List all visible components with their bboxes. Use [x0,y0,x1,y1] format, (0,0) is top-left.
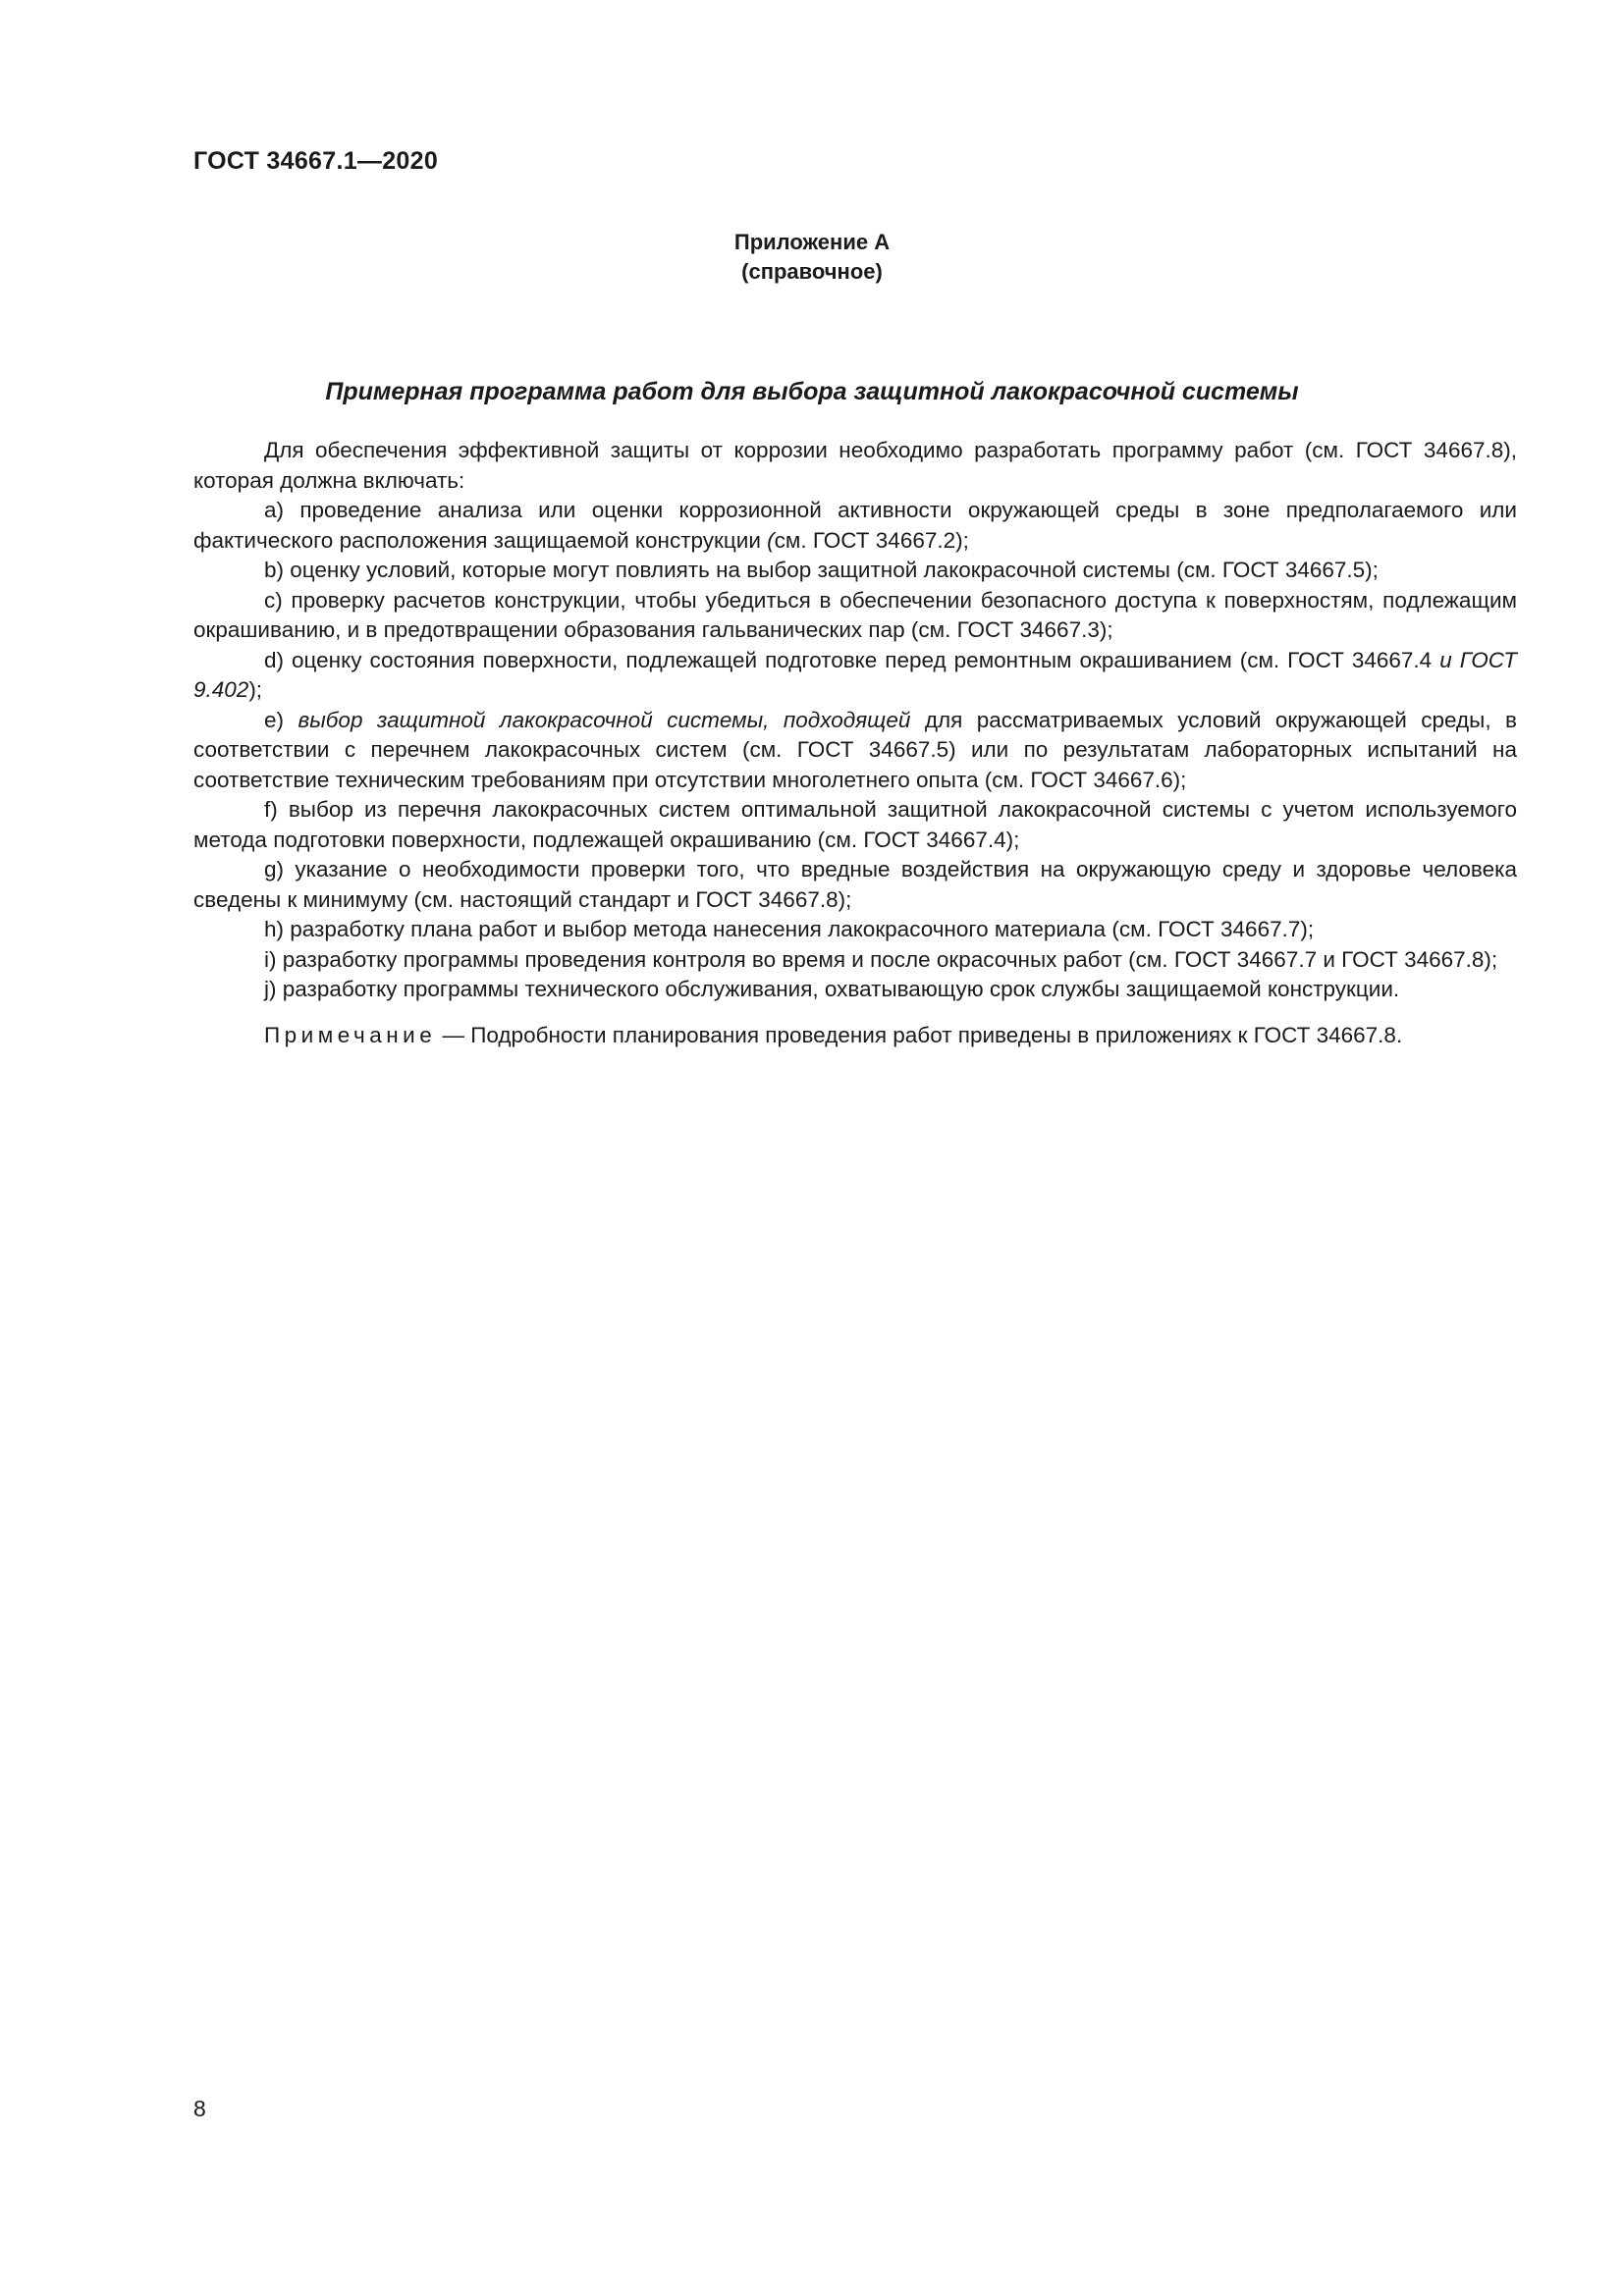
list-item-e: е) выбор защитной лакокрасочной системы, подходящей для рассматриваемых условий окружающей среды, в соответствии с перечнем лакокрасочных систем (см. ГОСТ 34667.5) или по результатам лабораторных испытаний на соответствие техническим требованиям при отсутствии многолетнего опыта (см. ГОСТ 34667.6); [193,707,1518,792]
annex-title: Примерная программа работ для выбора защитной лакокрасочной системы [325,378,1299,405]
list-item-i: i) разработку программы проведения контроля во время и после окрасочных работ (см. ГОСТ 34667.7 и ГОСТ 34667.8); [264,946,1498,972]
list-item-b: b) оценку условий, которые могут повлиять на выбор защитной лакокрасочной системы (см. ГОСТ 34667.5); [264,558,1379,582]
annex-heading [0,228,1624,287]
page-number: 8 [193,2096,206,2121]
document-code-header: ГОСТ 34667.1—2020 [193,147,439,175]
list-item-d: d) оценку состояния поверхности, подлежащей подготовке перед ремонтным окрашиванием (см. ГОСТ 34667.4 и ГОСТ 9.402); [193,647,1517,702]
list-item-j: j) разработку программы технического обслуживания, охватывающую срок службы защищаемой конструкции. [264,977,1400,1001]
note-text: — Подробности планирования проведения работ приведены в приложениях к ГОСТ 34667.8. [436,1022,1403,1047]
list-item-h: h) разработку плана работ и выбор метода нанесения лакокрасочного материала (см. ГОСТ 34667.7); [264,917,1315,941]
body-text [193,436,1517,1050]
annex-type: (справочное) [741,259,883,284]
note-paragraph [193,1021,1517,1051]
list-item-f: f) выбор из перечня лакокрасочных систем оптимальной защитной лакокрасочной системы с учетом используемого метода подготовки поверхности, подлежащей окрашиванию (см. ГОСТ 34667.4); [193,797,1517,852]
list-item-g: g) указание о необходимости проверки того, что вредные воздействия на окружающую среду и здоровье человека сведены к минимуму (см. настоящий стандарт и ГОСТ 34667.8); [193,857,1517,912]
list-item-c: с) проверку расчетов конструкции, чтобы убедиться в обеспечении безопасного доступа к поверхностям, подлежащим окрашиванию, и в предотвращении образования гальванических пар (см. ГОСТ 34667.3); [193,587,1517,642]
note-label: Примечание [264,1022,437,1047]
intro-paragraph: Для обеспечения эффективной защиты от коррозии необходимо разработать программу работ (см. ГОСТ 34667.8), которая должна включать: [193,438,1517,493]
list-item-a: а) проведение анализа или оценки коррозионной активности окружающей среды в зоне предполагаемого или фактического расположения защищаемой конструкции (см. ГОСТ 34667.2); [193,498,1517,553]
annex-label: Приложение А [733,230,891,254]
